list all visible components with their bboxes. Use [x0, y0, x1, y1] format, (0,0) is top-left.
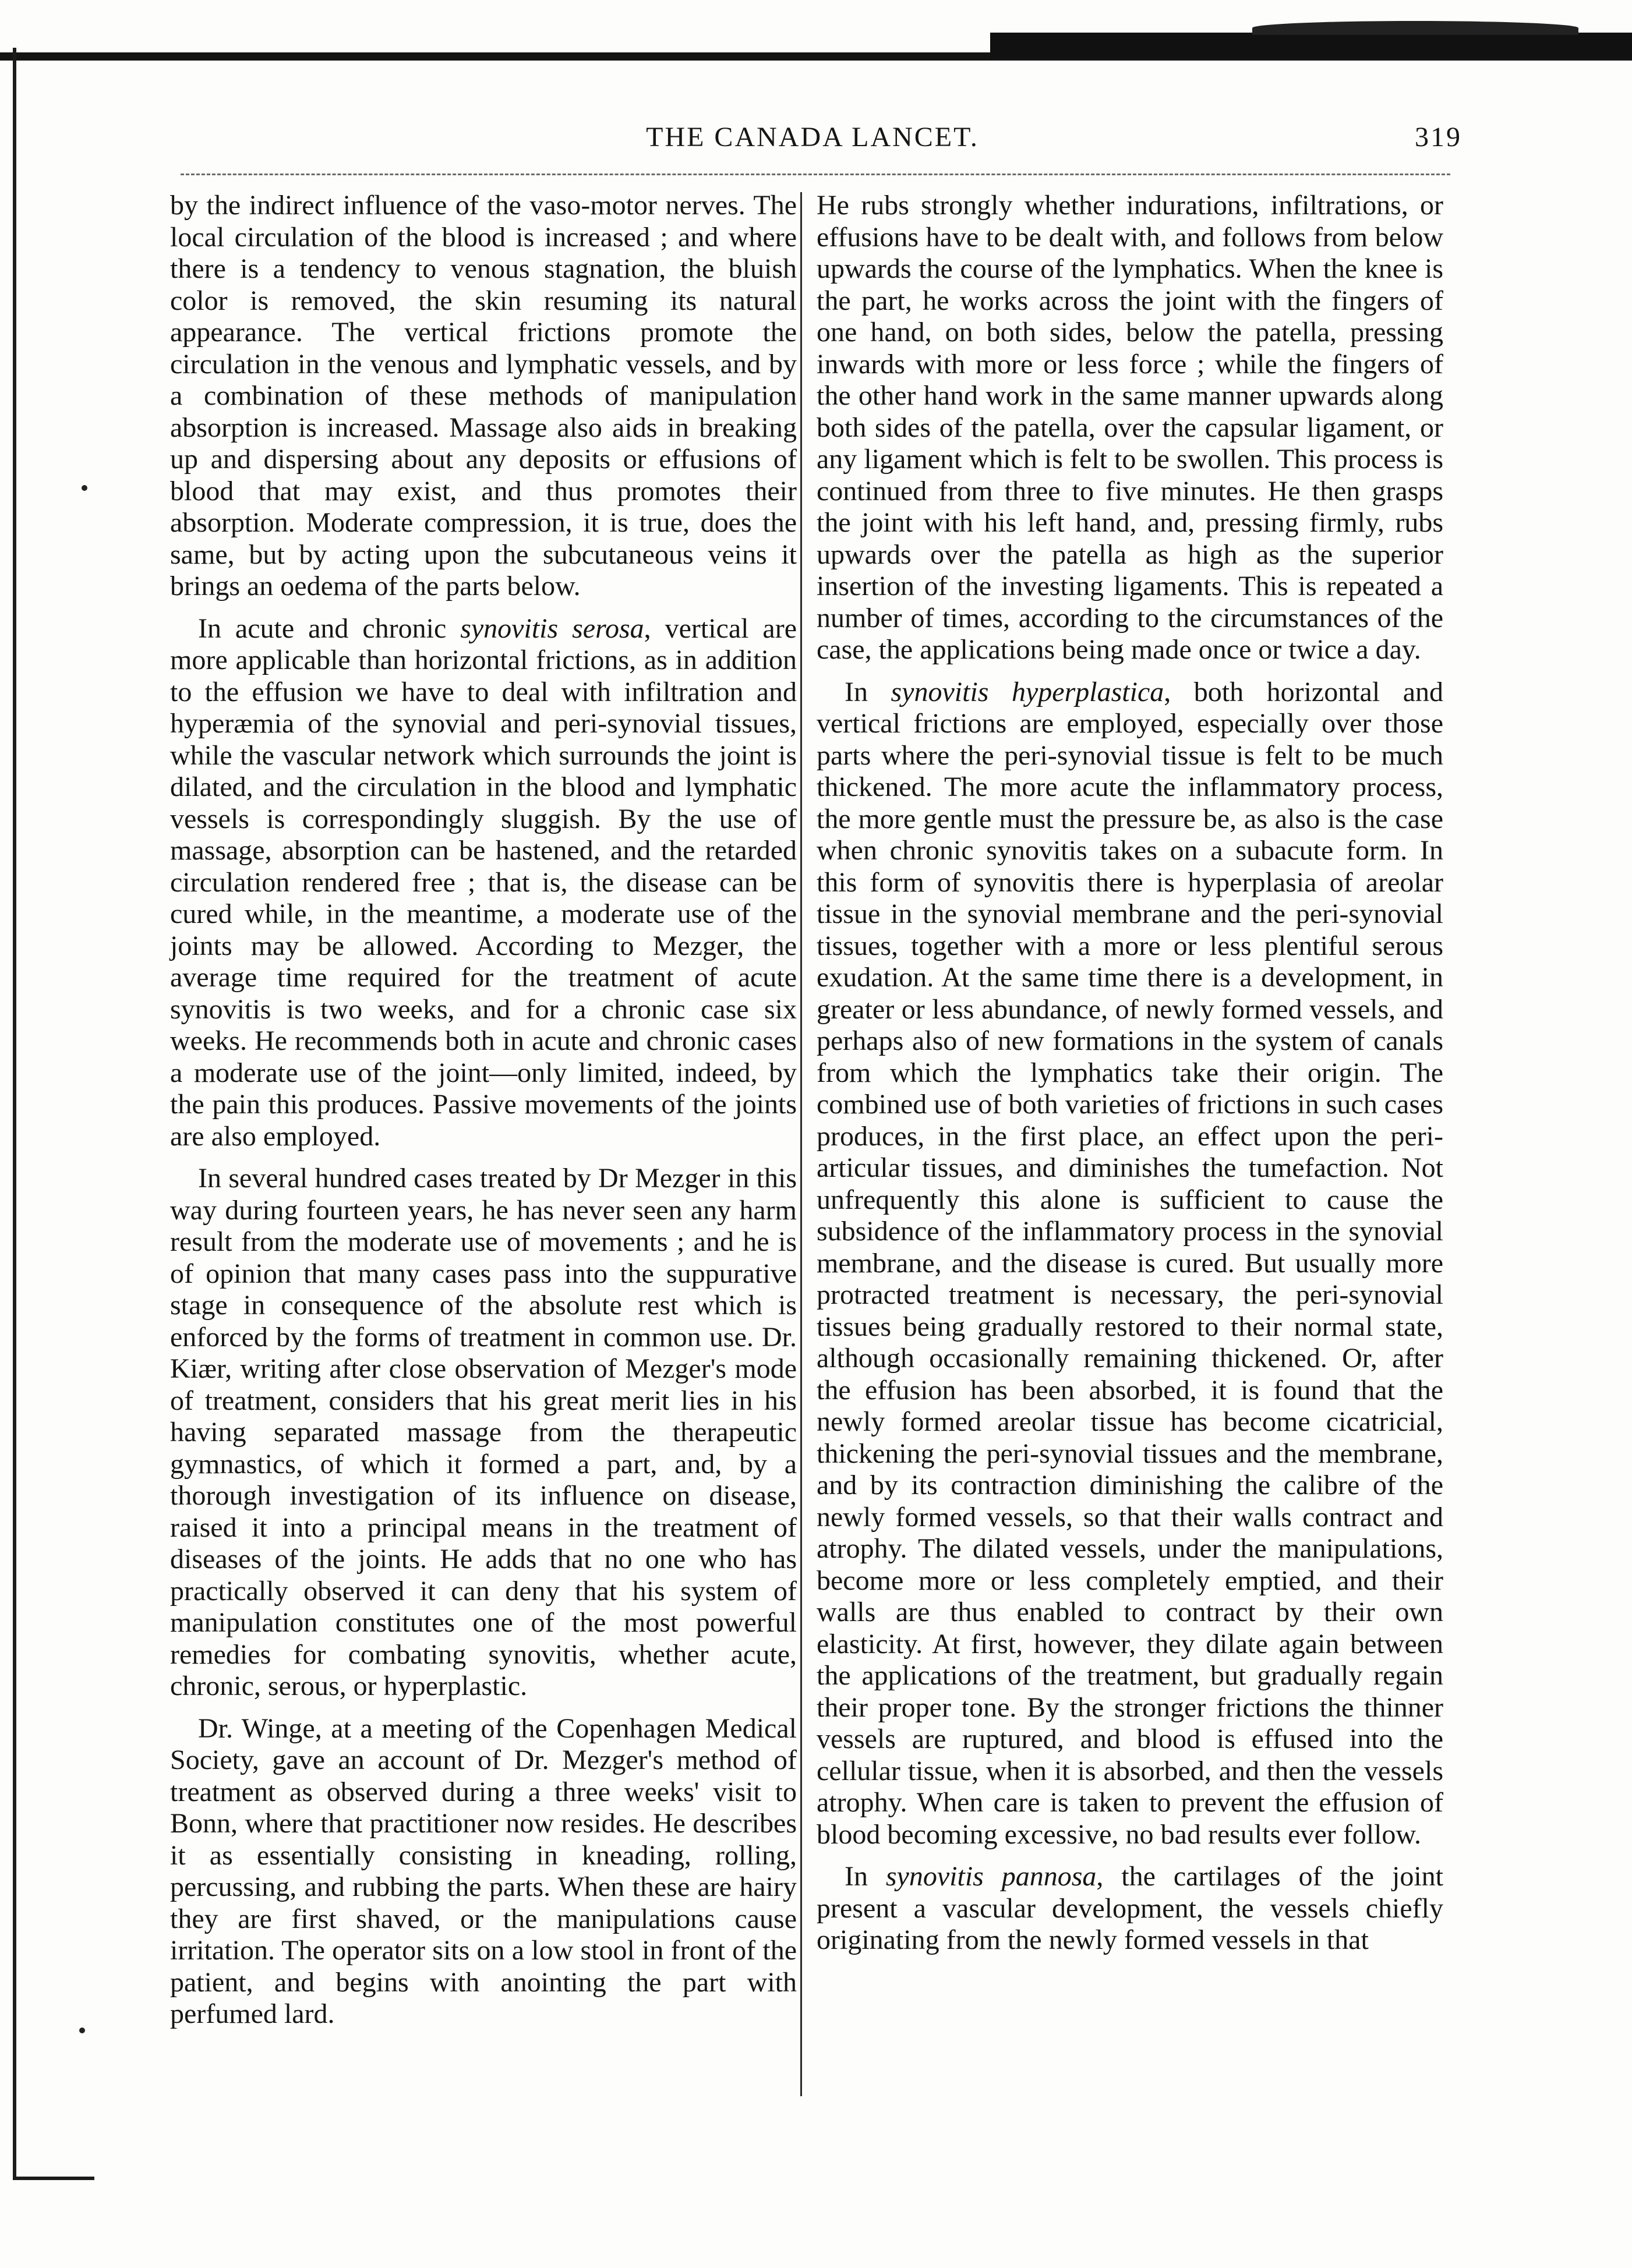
binding-shadow [0, 16, 1632, 44]
text-run: , both horizontal and vertical frictions are employed, especially over those parts where the peri-synovial tissue is felt to be much thickened. The more acute the inflammatory process, the more gentle must the pressure be, as also is the case when chronic synovitis takes on a subacute form. In this form of synovitis there is hyperplasia of areolar tissue in the synovial membrane and the peri-synovial tissues, together with a more or less plentiful serous exudation. At the same time there is a development, in greater or less abundance, of newly formed vessels, and perhaps also of new formations in the system of canals from which the lymphatics take their origin. The combined use of both varieties of frictions in such cases produces, in the first place, an effect upon the peri-articular tissues, and diminishes the tumefaction. Not unfrequently this alone is sufficient to cause the subsidence of the inflammatory process in the synovial membrane, and the disease is cured. But usually more protracted treatment is necessary, the peri-synovial tissues being gradually restored to their normal state, although occasionally remaining thickened. Or, after the effusion has been absorbed, it is found that the newly formed areolar tissue has become cicatricial, thickening the peri-synovial tissues and the membrane, and by its contraction diminishing the calibre of the newly formed vessels, so that their walls contract and atrophy. The dilated vessels, under the manipulations, become more or less completely emptied, and their walls are thus enabled to contract by their own elasticity. At first, however, they dilate again between the applications of the treatment, but gradually regain their proper tone. By the stronger frictions the thinner vessels are ruptured, and blood is effused into the cellular tissue, when it is absorbed, and then the vessels atrophy. When care is taken to prevent the effusion of blood becoming excessive, no bad results ever follow. [817, 676, 1443, 1850]
paragraph [817, 677, 1443, 1851]
left-binding-edge [13, 48, 16, 2179]
text-run: In acute and chronic [198, 613, 461, 644]
text-run: , vertical are more applicable than horizontal frictions, as in addition to the effusion we have to deal with infiltration and hyperæmia of the synovial and peri-synovial tissues, while the vascular network which surrounds the joint is dilated, and the circulation in the blood and lymphatic vessels is correspondingly sluggish. By the use of massage, absorption can be hastened, and the retarded circulation rendered free ; that is, the disease can be cured while, in the meantime, a moderate use of the joints may be allowed. According to Mezger, the average time required for the treatment of acute synovitis is two weeks, and for a chronic case six weeks. He recommends both in acute and chronic cases a moderate use of the joint—only limited, indeed, by the pain this produces. Passive movements of the joints are also employed. [170, 613, 797, 1152]
top-border-flare [1252, 21, 1578, 35]
running-head: THE CANADA LANCET. [646, 122, 979, 153]
italic-term: synovitis hyperplastica [891, 676, 1164, 707]
text-run: In several hundred cases treated by Dr Mezger in this way during fourteen years, he has never seen any harm result from the moderate use of movements ; and he is of opinion that many cases pass into the suppurative stage in consequence of the absolute rest which is enforced by the forms of treatment in common use. Dr. Kiær, writing after close observation of Mezger's mode of treatment, considers that his great merit lies in his having separated massage from the therapeutic gymnastics, of which it formed a part, and, by a thorough investigation of its influence on disease, raised it into a principal means in the treatment of diseases of the joints. He adds that no one who has practically observed it can deny that his system of manipulation constitutes one of the most powerful remedies for combating synovitis, whether acute, chronic, serous, or hyperplastic. [170, 1163, 797, 1701]
text-run: , the cartilages of the joint present a vascular development, the vessels chiefly originating from the newly formed vessels in that [817, 1861, 1444, 1955]
header-rule [181, 174, 1450, 175]
left-column [170, 190, 797, 2030]
text-run: He rubs strongly whether indurations, infiltrations, or effusions have to be dealt with, and follows from below upwards the course of the lymphatics. When the knee is the part, he works across the joint with the fingers of one hand, on both sides, below the patella, pressing inwards with more or less force ; while the fingers of the other hand work in the same manner upwards along both sides of the patella, over the capsular ligament, or any ligament which is felt to be swollen. This process is continued from three to five minutes. He then grasps the joint with his left hand, and, pressing firmly, rubs upwards over the patella as high as the superior insertion of the investing ligaments. This is repeated a number of times, according to the circumstances of the case, the applications being made once or twice a day. [817, 190, 1443, 665]
page-header [163, 115, 1462, 162]
text-run: In [845, 676, 891, 707]
paragraph [817, 190, 1443, 666]
paragraph [170, 1163, 797, 1703]
right-column [817, 190, 1443, 1956]
text-run: In [845, 1861, 886, 1892]
top-border-band-dark [990, 33, 1632, 58]
margin-mark [79, 2028, 85, 2033]
left-binding-foot [13, 2177, 94, 2180]
paragraph [170, 190, 797, 603]
column-divider [800, 192, 802, 2096]
margin-mark [82, 485, 87, 491]
paragraph [170, 1713, 797, 2030]
text-run: by the indirect influence of the vaso-motor nerves. The local circulation of the blood is increased ; and where there is a tendency to venous stagnation, the bluish color is removed, the skin resuming its natural appearance. The vertical frictions promote the circulation in the venous and lymphatic vessels, and by a combination of these methods of manipulation absorption is increased. Massage also aids in breaking up and dispersing about any deposits or effusions of blood that may exist, and thus promotes their absorption. Moderate compression, it is true, does the same, but by acting upon the subcutaneous veins it brings an oedema of the parts below. [170, 190, 797, 602]
paragraph [817, 1861, 1443, 1956]
page-number: 319 [1415, 122, 1462, 153]
paragraph [170, 613, 797, 1153]
text-run: Dr. Winge, at a meeting of the Copenhagen Medical Society, gave an account of Dr. Mezger's method of treatment as observed during a three weeks' visit to Bonn, where that practitioner now resides. He describes it as essentially consisting in kneading, rolling, percussing, and rubbing the parts. When these are hairy they are first shaved, or the manipulations cause irritation. The operator sits on a low stool in front of the patient, and begins with anointing the part with perfumed lard. [170, 1713, 797, 2029]
italic-term: synovitis pannosa [885, 1861, 1097, 1892]
italic-term: synovitis serosa [460, 613, 644, 644]
